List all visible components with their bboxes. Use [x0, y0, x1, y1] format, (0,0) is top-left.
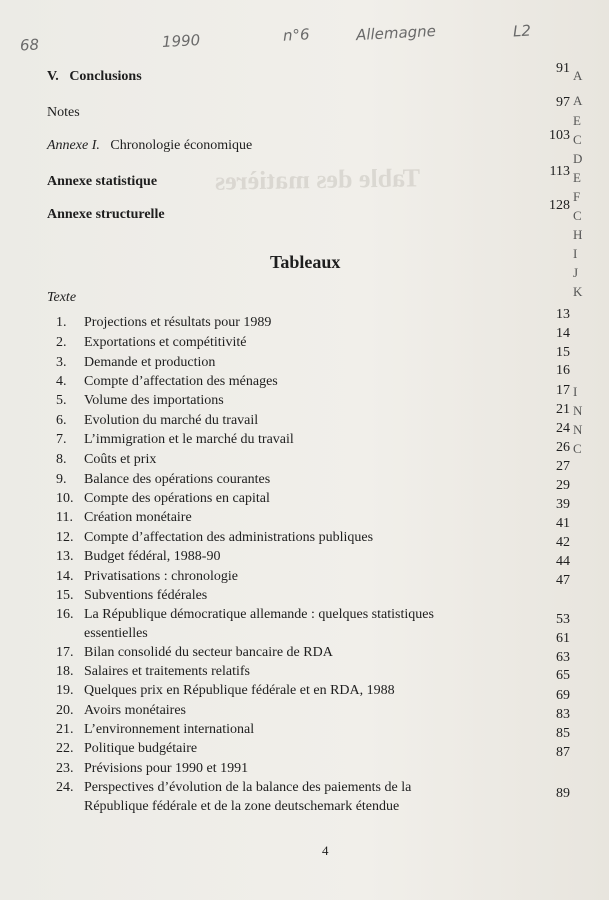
table-row-label: Politique budgétaire — [84, 741, 198, 756]
table-row-page: 24 — [556, 421, 570, 436]
table-row-label: Balance des opérations courantes — [84, 472, 271, 487]
table-row-page: 13 — [556, 307, 570, 322]
bleed-letter: I — [573, 246, 578, 261]
section-annexe-structurelle-page: 128 — [549, 198, 570, 213]
table-row — [56, 588, 207, 604]
table-row-page: 89 — [556, 786, 570, 801]
table-row-label: Avoirs monétaires — [84, 703, 186, 718]
table-row-continuation: République fédérale et de la zone deutschemark étendue — [84, 799, 400, 814]
bleed-letter: C — [573, 132, 582, 147]
table-row — [56, 703, 186, 719]
table-row — [56, 452, 156, 468]
table-row-label: Prévisions pour 1990 et 1991 — [84, 761, 249, 776]
table-row-number: 11. — [56, 510, 73, 525]
section-annexe-statistique-page: 113 — [549, 164, 570, 179]
table-row — [56, 683, 395, 699]
table-row-page: 65 — [556, 668, 570, 683]
table-row — [56, 393, 224, 409]
bleed-letter: C — [573, 441, 582, 456]
bleed-letter: J — [573, 265, 579, 280]
table-row-page: 21 — [556, 402, 570, 417]
table-row-number: 2. — [56, 335, 67, 350]
table-row-number: 3. — [56, 355, 67, 370]
texte-subheading: Texte — [47, 290, 77, 305]
table-row-number: 1. — [56, 315, 67, 330]
table-row-number: 13. — [56, 549, 74, 564]
table-row-page: 26 — [556, 440, 570, 455]
bleed-letter: E — [573, 170, 581, 185]
table-row-label: Exportations et compétitivité — [84, 335, 247, 350]
table-row-page: 27 — [556, 459, 570, 474]
table-row — [56, 645, 333, 661]
table-row-page: 53 — [556, 612, 570, 627]
table-row-number: 18. — [56, 664, 74, 679]
table-row-label: Quelques prix en République fédérale et en RDA, 1988 — [84, 683, 395, 698]
table-row-label: Projections et résultats pour 1989 — [84, 315, 272, 330]
table-row-label: Compte d’affectation des ménages — [84, 374, 278, 389]
table-row-label: L’immigration et le marché du travail — [84, 432, 294, 447]
table-row-number: 9. — [56, 472, 67, 487]
section-annexe-statistique: Annexe statistique — [47, 174, 158, 189]
table-row-number: 17. — [56, 645, 74, 660]
table-row-page: 29 — [556, 478, 570, 493]
handwritten-issue: n°6 — [282, 25, 311, 45]
table-row-page: 14 — [556, 326, 570, 341]
table-row-page: 16 — [556, 363, 570, 378]
table-row-number: 7. — [56, 432, 67, 447]
table-row — [56, 510, 192, 526]
handwritten-year: 1990 — [161, 31, 201, 51]
ghost-show-through-title: Table des matières — [214, 163, 421, 196]
table-row-number: 4. — [56, 374, 67, 389]
table-row-page: 42 — [556, 535, 570, 550]
table-row — [56, 413, 258, 429]
section-conclusions-page: 91 — [556, 61, 570, 76]
table-row-label: Evolution du marché du travail — [84, 413, 259, 428]
table-row-page: 69 — [556, 688, 570, 703]
table-row-label: L’environnement international — [84, 722, 255, 737]
table-row-label: Subventions fédérales — [84, 588, 208, 603]
table-row-number: 20. — [56, 703, 74, 718]
table-row — [56, 472, 270, 488]
table-row-number: 21. — [56, 722, 74, 737]
table-row-page: 61 — [556, 631, 570, 646]
handwritten-country: Allemagne — [355, 21, 437, 45]
table-row — [56, 607, 434, 623]
bleed-letter: N — [573, 422, 583, 437]
bleed-letter: N — [573, 403, 583, 418]
bleed-letter: C — [573, 208, 582, 223]
section-annexe-1-page: 103 — [549, 128, 570, 143]
page-number: 4 — [322, 843, 329, 858]
table-row-label: La République démocratique allemande : quelques statistiques — [84, 607, 434, 622]
adjacent-page-bleed — [569, 0, 609, 900]
table-row — [56, 549, 220, 565]
table-row-label: Création monétaire — [84, 510, 192, 525]
table-row-label: Privatisations : chronologie — [84, 569, 238, 584]
table-row-page: 15 — [556, 345, 570, 360]
table-row-label: Volume des importations — [84, 393, 224, 408]
table-row-number: 19. — [56, 683, 74, 698]
table-row-label: Coûts et prix — [84, 452, 157, 467]
table-row — [56, 664, 250, 680]
table-row — [56, 569, 238, 585]
table-row-page: 87 — [556, 745, 570, 760]
table-row-number: 15. — [56, 588, 74, 603]
bleed-letter: I — [573, 384, 578, 399]
table-row-label: Salaires et traitements relatifs — [84, 664, 250, 679]
table-row — [56, 491, 270, 507]
table-row-page: 83 — [556, 707, 570, 722]
table-row-label: Compte des opérations en capital — [84, 491, 270, 506]
table-row-page: 41 — [556, 516, 570, 531]
bleed-letter: D — [573, 151, 583, 166]
table-row — [56, 741, 197, 757]
tableaux-heading: Tableaux — [270, 252, 341, 272]
table-row — [56, 315, 271, 331]
table-row — [56, 432, 294, 448]
table-row-number: 24. — [56, 780, 74, 795]
bleed-letter: H — [573, 227, 583, 242]
table-row-continuation: essentielles — [84, 626, 148, 641]
bleed-letter: F — [573, 189, 581, 204]
table-row-number: 14. — [56, 569, 74, 584]
table-row-number: 16. — [56, 607, 74, 622]
table-row-number: 23. — [56, 761, 74, 776]
section-annexe-structurelle: Annexe structurelle — [47, 207, 165, 222]
table-row-page: 63 — [556, 650, 570, 665]
table-row-label: Bilan consolidé du secteur bancaire de RDA — [84, 645, 333, 660]
bleed-letter: A — [573, 93, 583, 108]
table-row — [56, 722, 254, 738]
table-row-number: 8. — [56, 452, 67, 467]
table-row-label: Compte d’affectation des administrations publiques — [84, 530, 374, 545]
table-row — [56, 530, 373, 546]
table-row — [56, 355, 215, 371]
section-conclusions: V. Conclusions — [47, 69, 142, 84]
table-row — [56, 761, 248, 777]
bleed-letter: A — [573, 68, 583, 83]
table-row-number: 12. — [56, 530, 74, 545]
table-row — [56, 780, 411, 796]
table-row-label: Perspectives d’évolution de la balance des paiements de la — [84, 780, 412, 795]
table-row-number: 5. — [56, 393, 67, 408]
section-annexe-1: Annexe I. Chronologie économique — [47, 138, 253, 153]
table-row-number: 10. — [56, 491, 74, 506]
handwritten-code: 68 — [19, 35, 40, 55]
table-row-page: 85 — [556, 726, 570, 741]
table-row-page: 44 — [556, 554, 570, 569]
section-notes-page: 97 — [556, 95, 570, 110]
bleed-letter: E — [573, 113, 581, 128]
table-row-label: Budget fédéral, 1988-90 — [84, 549, 221, 564]
bleed-letter: K — [573, 284, 583, 299]
table-row-page: 17 — [556, 383, 570, 398]
table-row-label: Demande et production — [84, 355, 216, 370]
section-notes: Notes — [47, 105, 80, 120]
table-row-number: 6. — [56, 413, 67, 428]
table-row — [56, 335, 247, 351]
handwritten-ref: L2 — [512, 21, 532, 41]
table-row — [56, 374, 278, 390]
table-row-page: 47 — [556, 573, 570, 588]
table-row-number: 22. — [56, 741, 74, 756]
table-row-page: 39 — [556, 497, 570, 512]
